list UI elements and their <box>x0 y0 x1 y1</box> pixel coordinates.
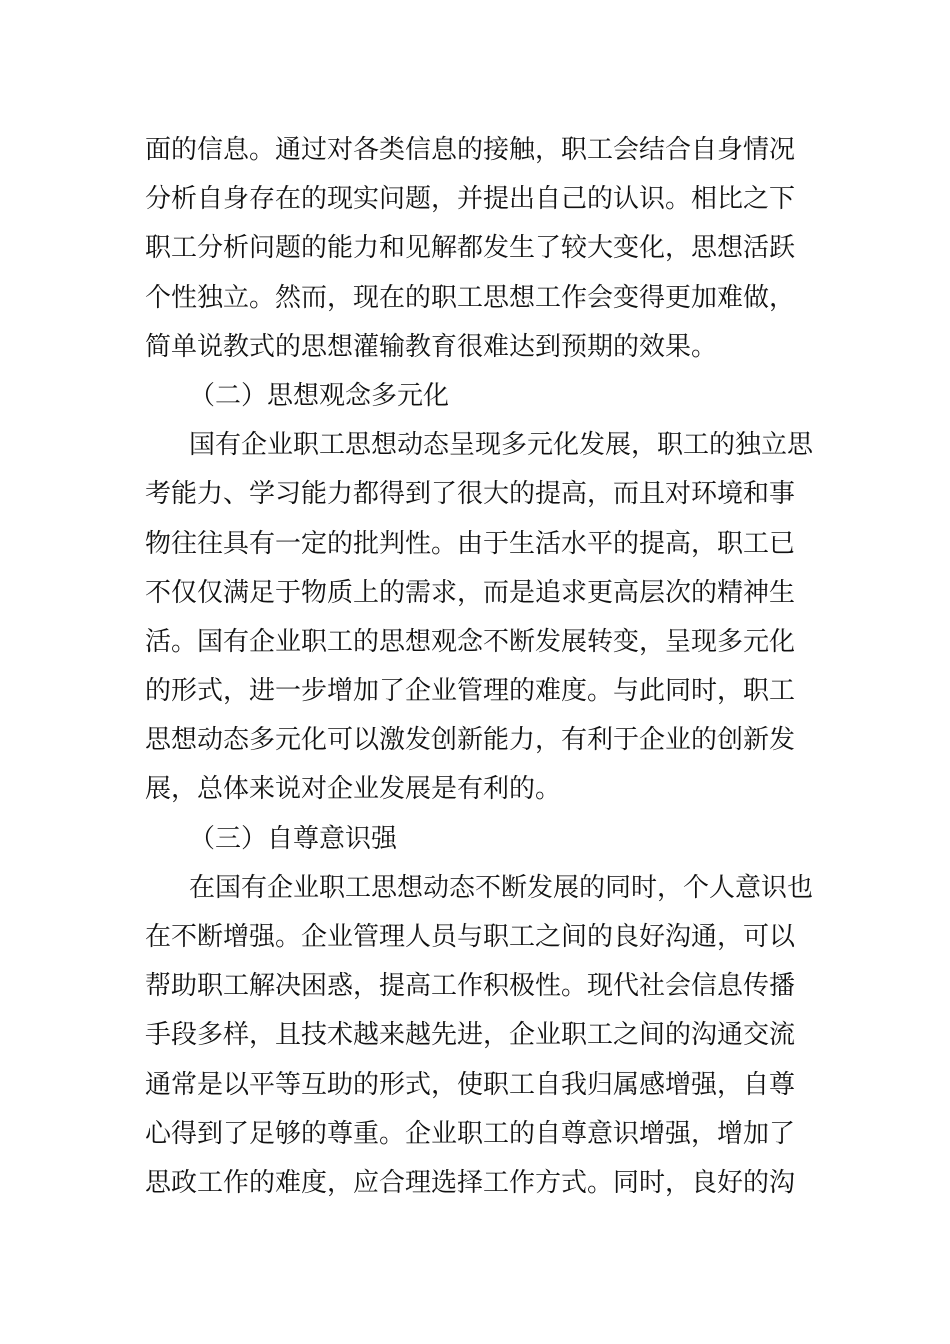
paragraph-line: 不仅仅满足于物质上的需求，而是追求更高层次的精神生 <box>145 577 796 608</box>
paragraph-line: 帮助职工解决困惑，提高工作积极性。现代社会信息传播 <box>145 971 796 1002</box>
paragraph-line: 个性独立。然而，现在的职工思想工作会变得更加难做， <box>145 282 796 313</box>
paragraph-line: 心得到了足够的尊重。企业职工的自尊意识增强，增加了 <box>145 1118 796 1149</box>
paragraph-line: 在不断增强。企业管理人员与职工之间的良好沟通，可以 <box>145 922 796 952</box>
paragraph-line: 分析自身存在的现实问题，并提出自己的认识。相比之下 <box>145 184 796 215</box>
paragraph-line: 通常是以平等互助的形式，使职工自我归属感增强，自尊 <box>145 1069 796 1100</box>
section-heading: （三）自尊意识强 <box>189 823 398 854</box>
paragraph-line: 的形式，进一步增加了企业管理的难度。与此同时，职工 <box>145 676 796 707</box>
paragraph-line: 展，总体来说对企业发展是有利的。 <box>145 774 562 805</box>
paragraph-line: 职工分析问题的能力和见解都发生了较大变化，思想活跃 <box>145 233 796 264</box>
paragraph-line: 国有企业职工思想动态呈现多元化发展，职工的独立思 <box>189 430 814 461</box>
body-text <box>145 126 814 1208</box>
paragraph-line: 物往往具有一定的批判性。由于生活水平的提高，职工已 <box>145 528 796 559</box>
paragraph-line: 考能力、学习能力都得到了很大的提高，而且对环境和事 <box>145 479 796 510</box>
paragraph-line: 思想动态多元化可以激发创新能力，有利于企业的创新发 <box>145 725 796 756</box>
paragraph-line: 面的信息。通过对各类信息的接触，职工会结合自身情况 <box>145 135 796 165</box>
section-heading: （二）思想观念多元化 <box>189 380 450 411</box>
paragraph-line: 活。国有企业职工的思想观念不断发展转变，呈现多元化 <box>145 626 796 657</box>
paragraph-line: 手段多样，且技术越来越先进，企业职工之间的沟通交流 <box>145 1020 796 1051</box>
paragraph-line: 在国有企业职工思想动态不断发展的同时，个人意识也 <box>189 872 814 903</box>
paragraph-line: 思政工作的难度，应合理选择工作方式。同时，良好的沟 <box>145 1167 796 1198</box>
paragraph-line: 简单说教式的思想灌输教育很难达到预期的效果。 <box>145 331 718 362</box>
